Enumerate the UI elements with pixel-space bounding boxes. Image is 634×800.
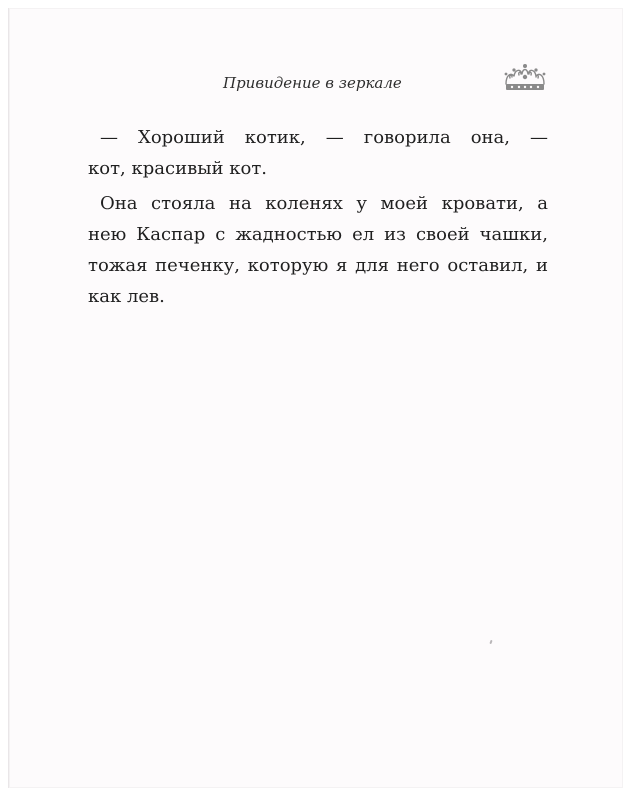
paragraph (88, 188, 548, 312)
book-page (8, 8, 623, 788)
text-line: как лев. (88, 286, 165, 307)
running-title: Привидение в зеркале (223, 74, 402, 92)
text-line: — Хороший котик, — говорила она, — (100, 127, 548, 148)
crown-icon (500, 62, 550, 94)
text-line: тожая печенку, которую я для него оставил, и (88, 255, 548, 276)
body-text (88, 122, 548, 312)
text-line: нею Каспар с жадностью ел из своей чашки, (88, 224, 548, 245)
text-line: Она стояла на коленях у моей кровати, а (100, 193, 548, 214)
paragraph (88, 122, 548, 184)
paper-speck (489, 640, 492, 644)
text-line: кот, красивый кот. (88, 158, 268, 179)
